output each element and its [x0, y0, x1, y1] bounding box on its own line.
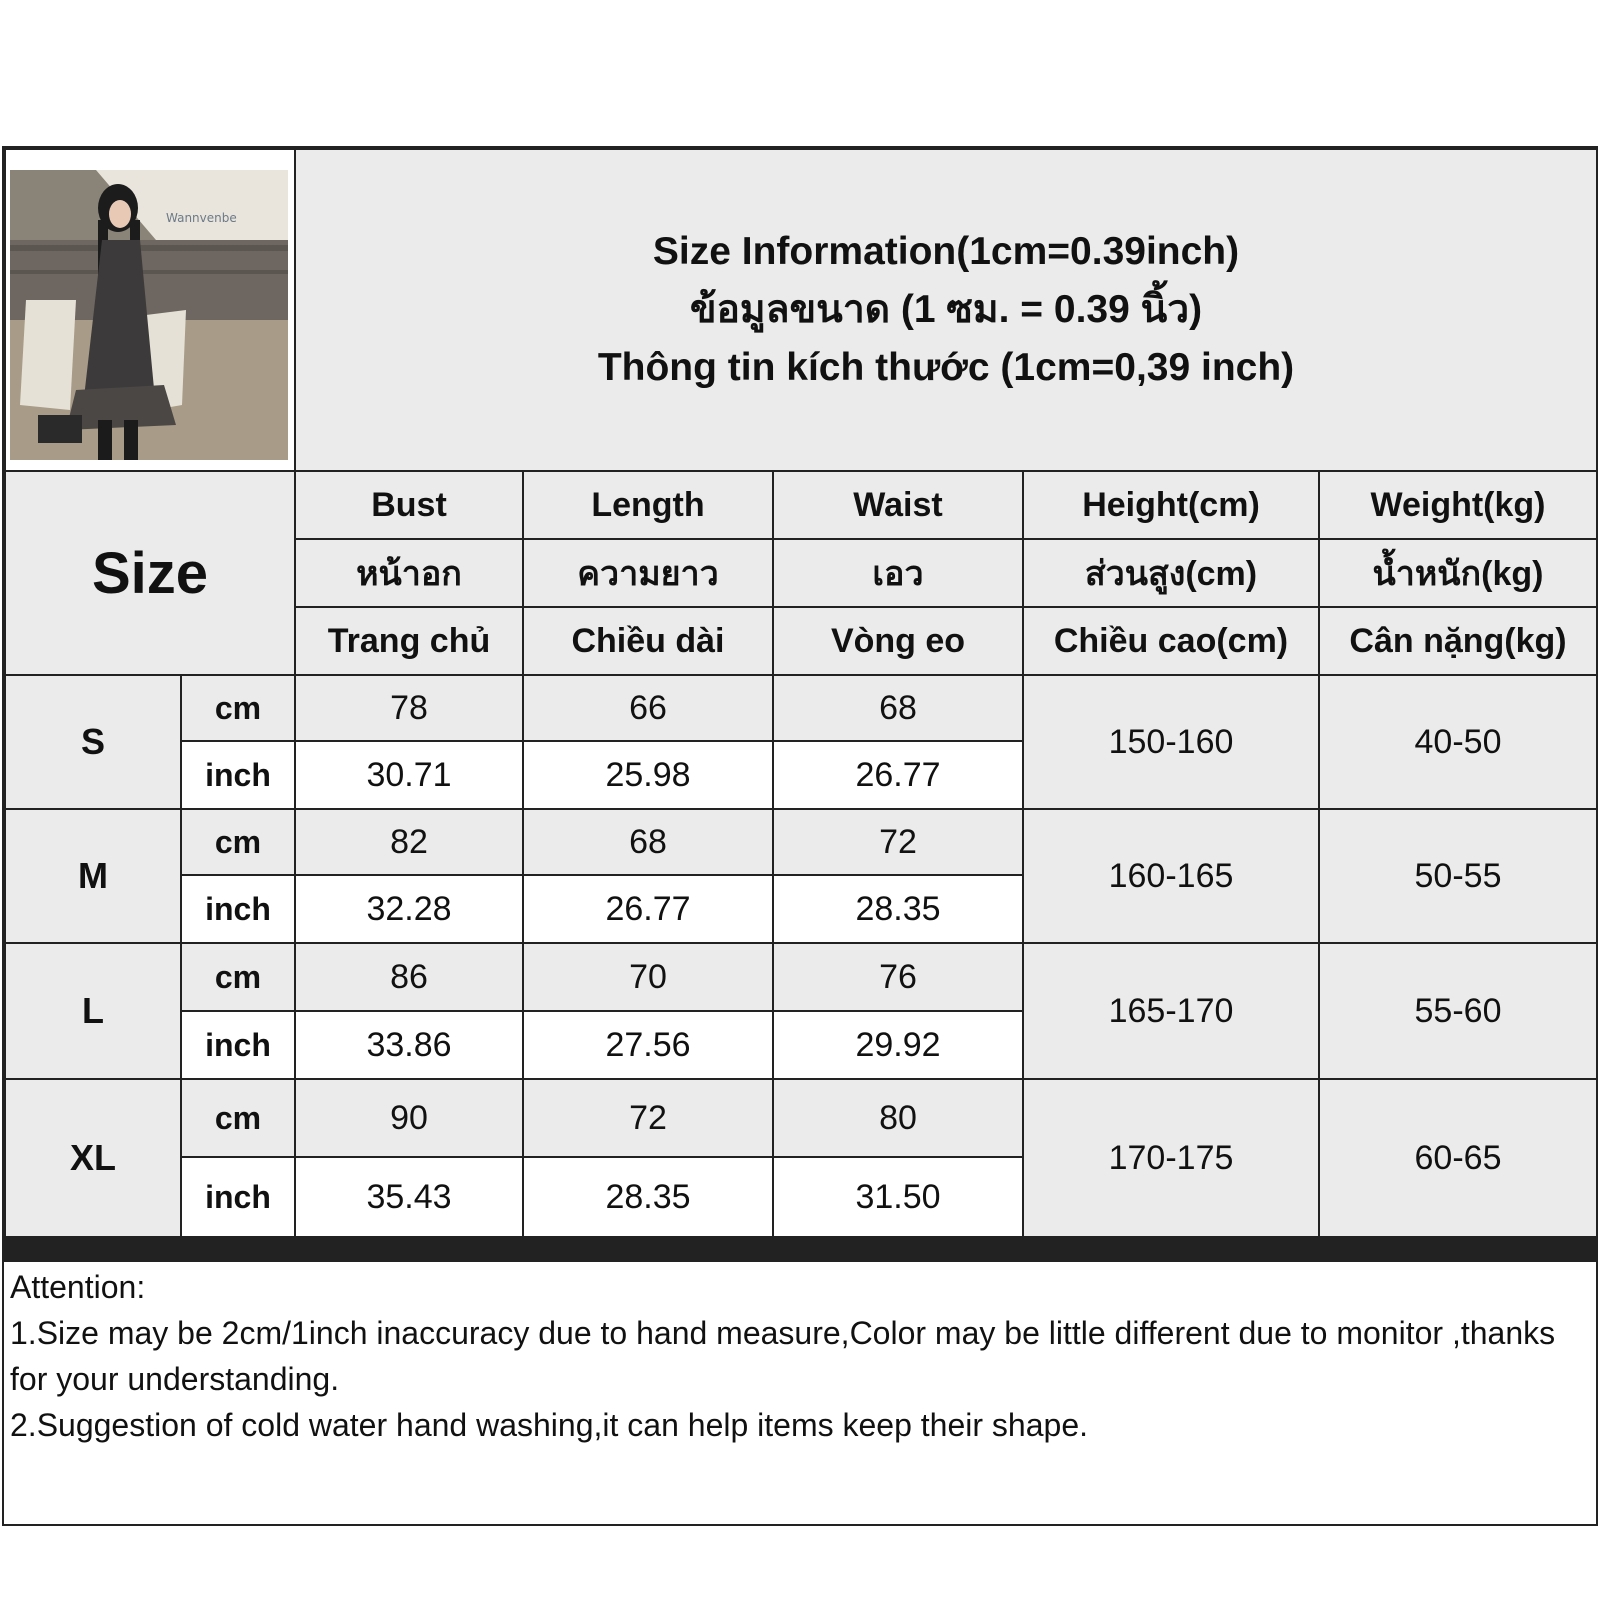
size-xl-label: XL [6, 1080, 180, 1236]
col-height-vi: Chiều cao(cm) [1024, 608, 1318, 674]
s-bust-cm: 78 [296, 676, 522, 740]
s-length-inch: 25.98 [524, 742, 772, 808]
size-s-label: S [6, 676, 180, 808]
col-bust-vi: Trang chủ [296, 608, 522, 674]
xl-bust-inch: 35.43 [296, 1158, 522, 1236]
col-waist-vi: Vòng eo [774, 608, 1022, 674]
size-header: Size [6, 472, 294, 674]
col-length-en: Length [524, 472, 772, 538]
s-waist-cm: 68 [774, 676, 1022, 740]
col-bust-th: หน้าอก [296, 540, 522, 606]
m-length-cm: 68 [524, 810, 772, 874]
xl-waist-inch: 31.50 [774, 1158, 1022, 1236]
l-length-cm: 70 [524, 944, 772, 1010]
size-information-title [296, 150, 1596, 470]
unit-inch: inch [182, 1012, 294, 1078]
l-waist-inch: 29.92 [774, 1012, 1022, 1078]
s-waist-inch: 26.77 [774, 742, 1022, 808]
m-length-inch: 26.77 [524, 876, 772, 942]
xl-height: 170-175 [1024, 1080, 1318, 1236]
unit-cm: cm [182, 810, 294, 874]
xl-weight: 60-65 [1320, 1080, 1596, 1236]
s-height: 150-160 [1024, 676, 1318, 808]
col-bust-en: Bust [296, 472, 522, 538]
unit-inch: inch [182, 876, 294, 942]
l-bust-inch: 33.86 [296, 1012, 522, 1078]
m-weight: 50-55 [1320, 810, 1596, 942]
attention-note-2: 2.Suggestion of cold water hand washing,it can help items keep their shape. [10, 1407, 1088, 1443]
unit-cm: cm [182, 944, 294, 1010]
l-height: 165-170 [1024, 944, 1318, 1078]
attention-note-1: 1.Size may be 2cm/1inch inaccuracy due to hand measure,Color may be little different due to monitor ,thanks for your understanding. [10, 1315, 1556, 1397]
attention-notes [10, 1264, 1590, 1448]
title-english: Size Information(1cm=0.39inch) [652, 230, 1240, 273]
s-bust-inch: 30.71 [296, 742, 522, 808]
m-waist-cm: 72 [774, 810, 1022, 874]
model-photo-image [6, 150, 294, 470]
col-weight-vi: Cân nặng(kg) [1320, 608, 1596, 674]
product-photo [6, 150, 294, 470]
l-bust-cm: 86 [296, 944, 522, 1010]
l-length-inch: 27.56 [524, 1012, 772, 1078]
l-weight: 55-60 [1320, 944, 1596, 1078]
size-chart-sheet [2, 146, 1598, 1526]
col-waist-en: Waist [774, 472, 1022, 538]
xl-length-cm: 72 [524, 1080, 772, 1156]
m-height: 160-165 [1024, 810, 1318, 942]
unit-inch: inch [182, 742, 294, 808]
col-height-th: ส่วนสูง(cm) [1024, 540, 1318, 606]
col-weight-th: น้ำหนัก(kg) [1320, 540, 1596, 606]
xl-length-inch: 28.35 [524, 1158, 772, 1236]
m-bust-inch: 32.28 [296, 876, 522, 942]
title-thai: ข้อมูลขนาด (1 ซม. = 0.39 นิ้ว) [689, 288, 1203, 331]
sign-text: Wannvenbe [166, 211, 237, 225]
xl-bust-cm: 90 [296, 1080, 522, 1156]
m-bust-cm: 82 [296, 810, 522, 874]
col-length-th: ความยาว [524, 540, 772, 606]
col-waist-th: เอว [774, 540, 1022, 606]
unit-inch: inch [182, 1158, 294, 1236]
unit-cm: cm [182, 1080, 294, 1156]
size-m-label: M [6, 810, 180, 942]
s-length-cm: 66 [524, 676, 772, 740]
col-length-vi: Chiều dài [524, 608, 772, 674]
col-weight-en: Weight(kg) [1320, 472, 1596, 538]
unit-cm: cm [182, 676, 294, 740]
col-height-en: Height(cm) [1024, 472, 1318, 538]
s-weight: 40-50 [1320, 676, 1596, 808]
title-vietnamese: Thông tin kích thước (1cm=0,39 inch) [597, 346, 1295, 389]
size-l-label: L [6, 944, 180, 1078]
attention-heading: Attention: [10, 1269, 146, 1305]
l-waist-cm: 76 [774, 944, 1022, 1010]
xl-waist-cm: 80 [774, 1080, 1022, 1156]
m-waist-inch: 28.35 [774, 876, 1022, 942]
